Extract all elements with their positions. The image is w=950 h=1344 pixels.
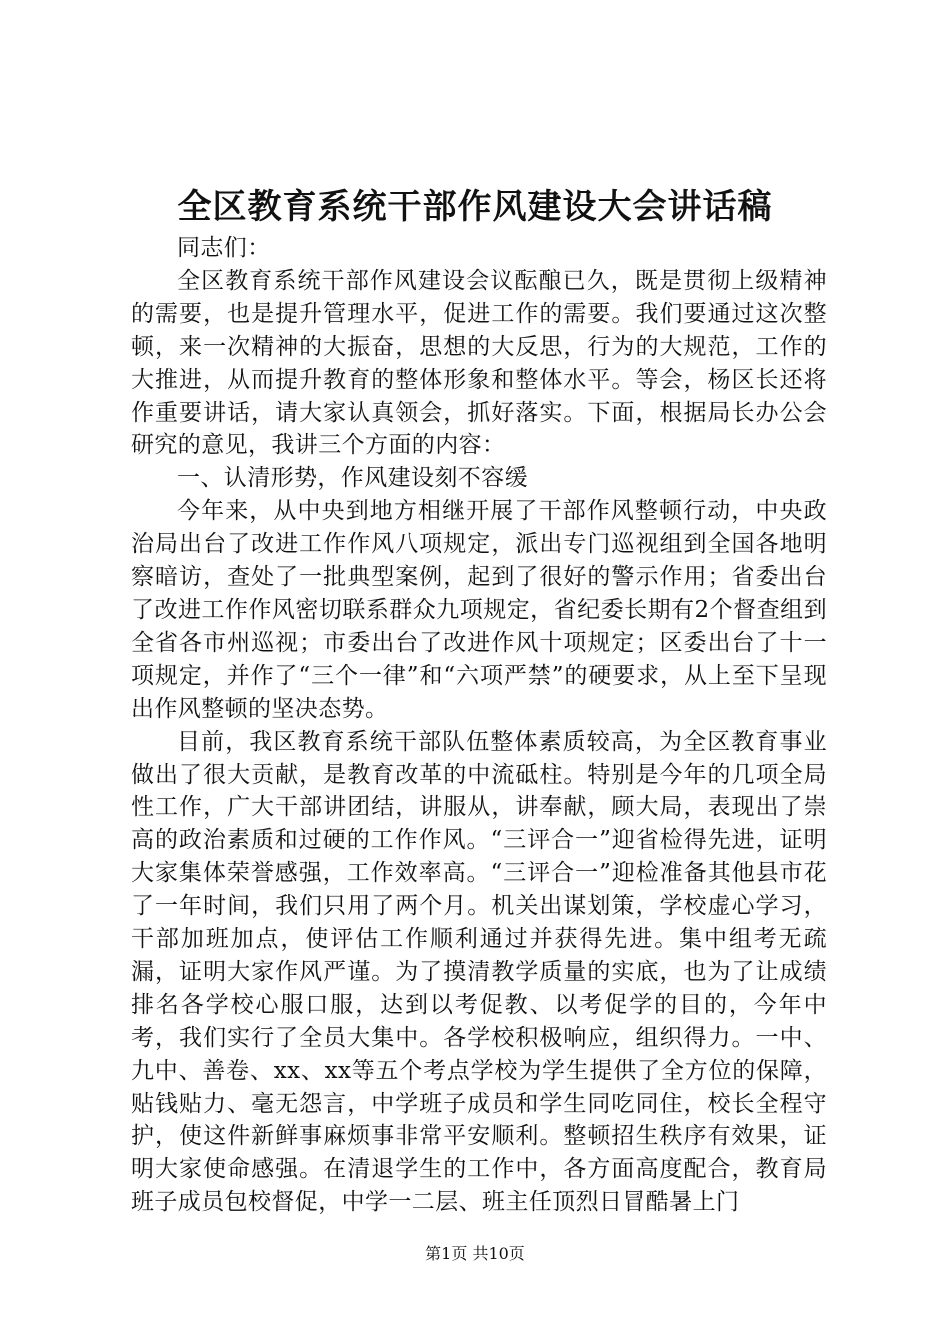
page-number-footer: 第1页 共10页 bbox=[425, 1244, 525, 1263]
body-paragraph: 今年来，从中央到地方相继开展了干部作风整顿行动，中央政治局出台了改进工作作风八项规定，派出专门巡视组到全国各地明察暗访，查处了一批典型案例，起到了很好的警示作用；省委出台了改进工作作风密切联系群众九项规定，省纪委长期有2个督查组到全省各市州巡视；市委出台了改进作风十项规定；区委出台了十一项规定，并作了“三个一律”和“六项严禁”的硬要求，从上至下呈现出作风整顿的坚决态势。 bbox=[131, 498, 827, 722]
intro-paragraph: 全区教育系统干部作风建设会议酝酿已久，既是贯彻上级精神的需要，也是提升管理水平，促进工作的需要。我们要通过这次整顿，来一次精神的大振奋，思想的大反思，行为的大规范，工作的大推进，从而提升教育的整体形象和整体水平。等会，杨区长还将作重要讲话，请大家认真领会，抓好落实。下面，根据局长办公会研究的意见，我讲三个方面的内容： bbox=[131, 267, 827, 459]
salutation-paragraph: 同志们： bbox=[177, 235, 271, 261]
body-paragraph: 目前，我区教育系统干部队伍整体素质较高，为全区教育事业做出了很大贡献，是教育改革的中流砥柱。特别是今年的几项全局性工作，广大干部讲团结，讲服从，讲奉献，顾大局，表现出了崇高的政治素质和过硬的工作作风。“三评合一”迎省检得先进，证明大家集体荣誉感强，工作效率高。“三评合一”迎检准备其他县市花了一年时间，我们只用了两个月。机关出谋划策，学校虚心学习，干部加班加点，使评估工作顺利通过并获得先进。集中组考无疏漏，证明大家作风严谨。为了摸清教学质量的实底，也为了让成绩排名各学校心服口服，达到以考促教、以考促学的目的，今年中考，我们实行了全员大集中。各学校积极响应，组织得力。一中、九中、善卷、xx、xx等五个考点学校为学生提供了全方位的保障，贴钱贴力、毫无怨言，中学班子成员和学生同吃同住，校长全程守护，使这件新鲜事麻烦事非常平安顺利。整顿招生秩序有效果，证明大家使命感强。在清退学生的工作中，各方面高度配合，教育局班子成员包校督促，中学一二层、班主任顶烈日冒酷暑上门 bbox=[131, 728, 827, 1216]
document-body bbox=[131, 232, 827, 1219]
document-title: 全区教育系统干部作风建设大会讲话稿 bbox=[177, 187, 773, 227]
section-heading: 一、认清形势，作风建设刻不容缓 bbox=[177, 465, 528, 492]
